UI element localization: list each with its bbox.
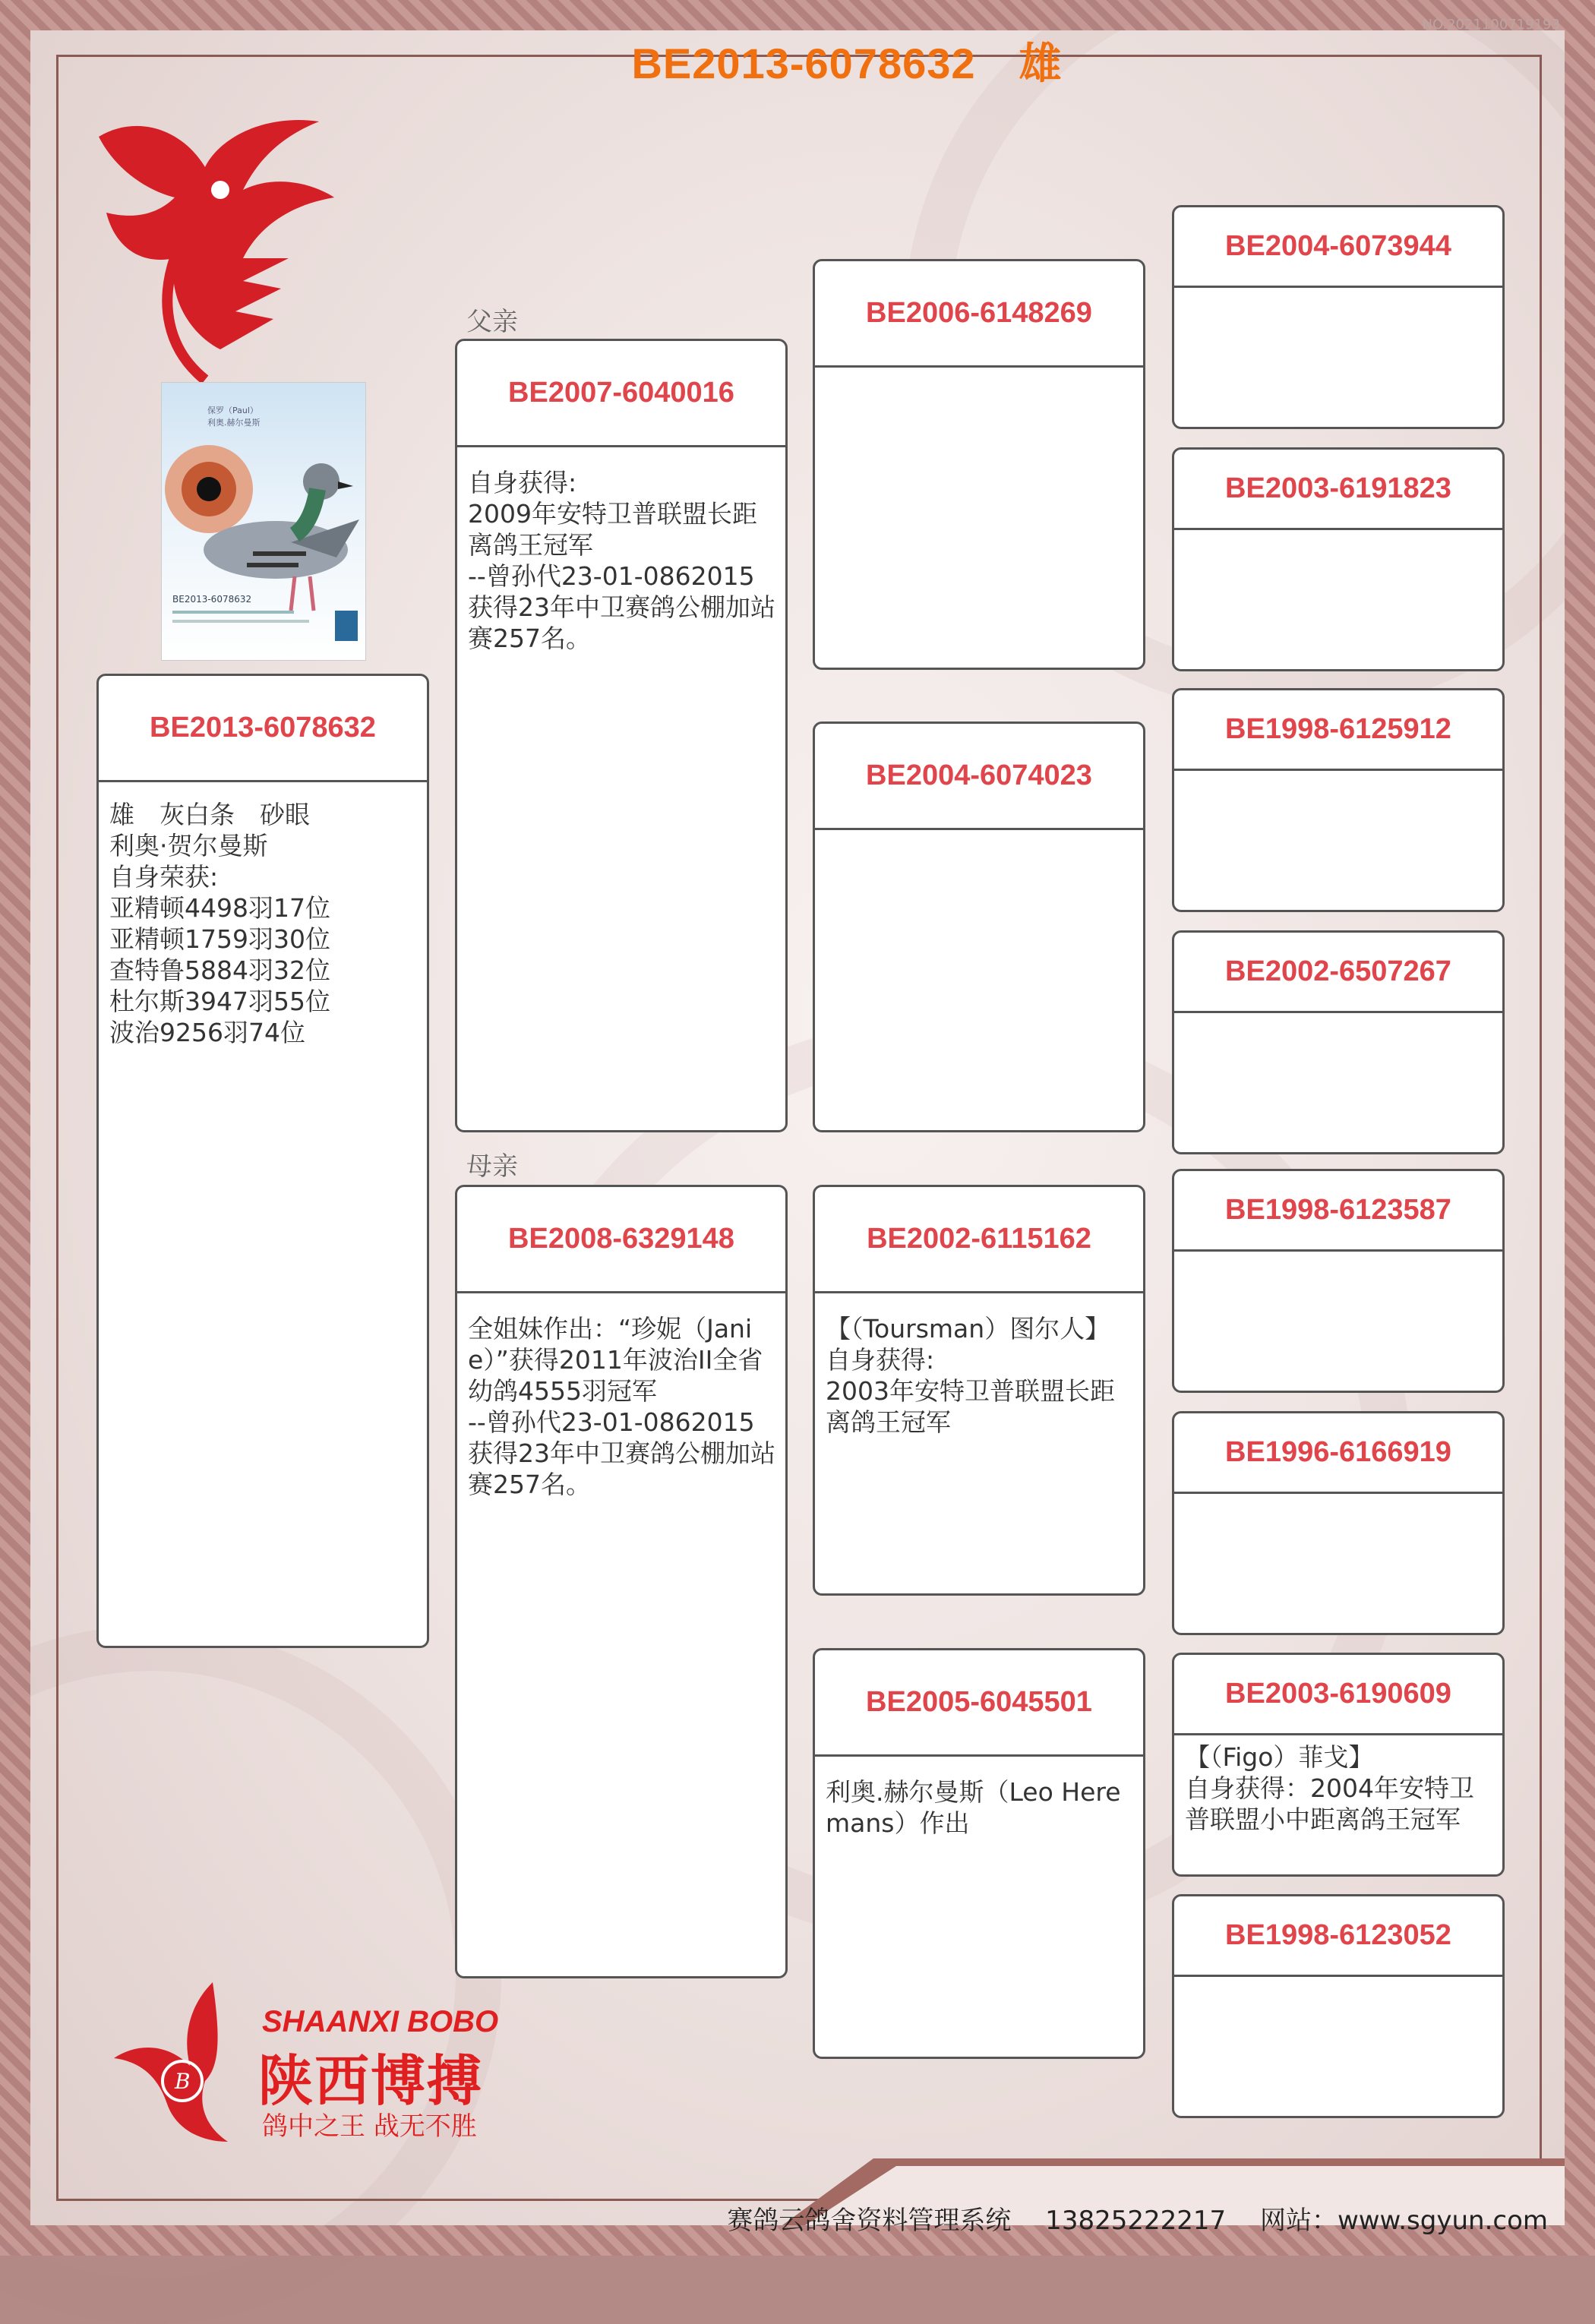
brand-slogan: 鸽中之王 战无不胜 — [262, 2111, 477, 2142]
great-grandparent-ring: BE1996-6166919 — [1174, 1413, 1502, 1494]
grandparent-card — [813, 259, 1145, 670]
grandparent-ring: BE2002-6115162 — [815, 1187, 1143, 1293]
great-grandparent-card — [1172, 1411, 1505, 1635]
great-grandparent-card — [1172, 930, 1505, 1154]
phoenix-logo-icon — [91, 106, 387, 387]
brand-bird-icon — [106, 1975, 258, 2149]
mother-details: 全姐妹作出：“珍妮（Janie）”获得2011年波治II全省幼鸽4555羽冠军 --曾孙代23-01-0862015获得23年中卫赛鸽公棚加站赛257名。 — [468, 1314, 775, 1499]
great-grandparent-ring: BE1998-6123587 — [1174, 1171, 1502, 1252]
great-grandparent-card — [1172, 1169, 1505, 1393]
great-grandparent-details: 【（Figo）菲戈】 自身获得：2004年安特卫普联盟小中距离鸽王冠军 — [1185, 1742, 1474, 1834]
grandparent-card — [813, 722, 1145, 1132]
svg-text:B: B — [175, 2069, 191, 2094]
photo-subtitle: 利奥.赫尔曼斯 — [207, 418, 261, 428]
great-grandparent-card — [1172, 447, 1505, 671]
subject-ring: BE2013-6078632 — [99, 676, 427, 782]
pigeon-photo — [161, 382, 366, 661]
father-details: 自身获得: 2009年安特卫普联盟长距离鸽王冠军 --曾孙代23-01-0862015获得23年中卫赛鸽公棚加站赛257名。 — [468, 468, 775, 653]
grandparent-ring: BE2005-6045501 — [815, 1650, 1143, 1757]
great-grandparent-ring: BE2004-6073944 — [1174, 207, 1502, 288]
grandparent-details: 利奥.赫尔曼斯（Leo Heremans）作出 — [826, 1777, 1121, 1838]
great-grandparent-card — [1172, 205, 1505, 429]
great-grandparent-card — [1172, 1894, 1505, 2118]
grandparent-card — [813, 1648, 1145, 2059]
mother-card — [455, 1185, 788, 1978]
serial-number: NO.2021100719193 — [1422, 17, 1560, 33]
footer-text: 赛鸽云鸽舍资料管理系统 13825222217 网站：www.sgyun.com — [727, 2206, 1548, 2236]
great-grandparent-card — [1172, 1653, 1505, 1877]
mother-ring: BE2008-6329148 — [457, 1187, 785, 1293]
great-grandparent-ring: BE2002-6507267 — [1174, 933, 1502, 1013]
subject-card — [96, 674, 429, 1648]
grandparent-details: 【（Toursman）图尔人】 自身获得: 2003年安特卫普联盟长距离鸽王冠军 — [826, 1314, 1115, 1437]
subject-details: 雄 灰白条 砂眼 利奥·贺尔曼斯 自身荣获: 亚精顿4498羽17位 亚精顿1759羽30位 查特鲁5884羽32位 杜尔斯3947羽55位 波治9256羽74位 — [109, 800, 330, 1047]
page-title: BE2013-6078632 雄 — [631, 39, 1063, 87]
great-grandparent-ring: BE2003-6190609 — [1174, 1655, 1502, 1735]
father-ring: BE2007-6040016 — [457, 341, 785, 447]
great-grandparent-ring: BE1998-6123052 — [1174, 1896, 1502, 1977]
photo-ring: BE2013-6078632 — [172, 594, 252, 605]
photo-name: 保罗（Paul） — [207, 406, 258, 415]
grandparent-card — [813, 1185, 1145, 1596]
brand-logo — [106, 1975, 501, 2149]
brand-english: SHAANXI BOBO — [262, 2005, 499, 2038]
great-grandparent-ring: BE1998-6125912 — [1174, 690, 1502, 771]
great-grandparent-ring: BE2003-6191823 — [1174, 450, 1502, 530]
brand-chinese: 陕西博搏 — [258, 2049, 484, 2113]
father-label: 父亲 — [466, 307, 518, 337]
mother-label: 母亲 — [466, 1151, 518, 1182]
grandparent-ring: BE2006-6148269 — [815, 261, 1143, 368]
great-grandparent-card — [1172, 688, 1505, 912]
grandparent-ring: BE2004-6074023 — [815, 724, 1143, 830]
father-card — [455, 339, 788, 1132]
